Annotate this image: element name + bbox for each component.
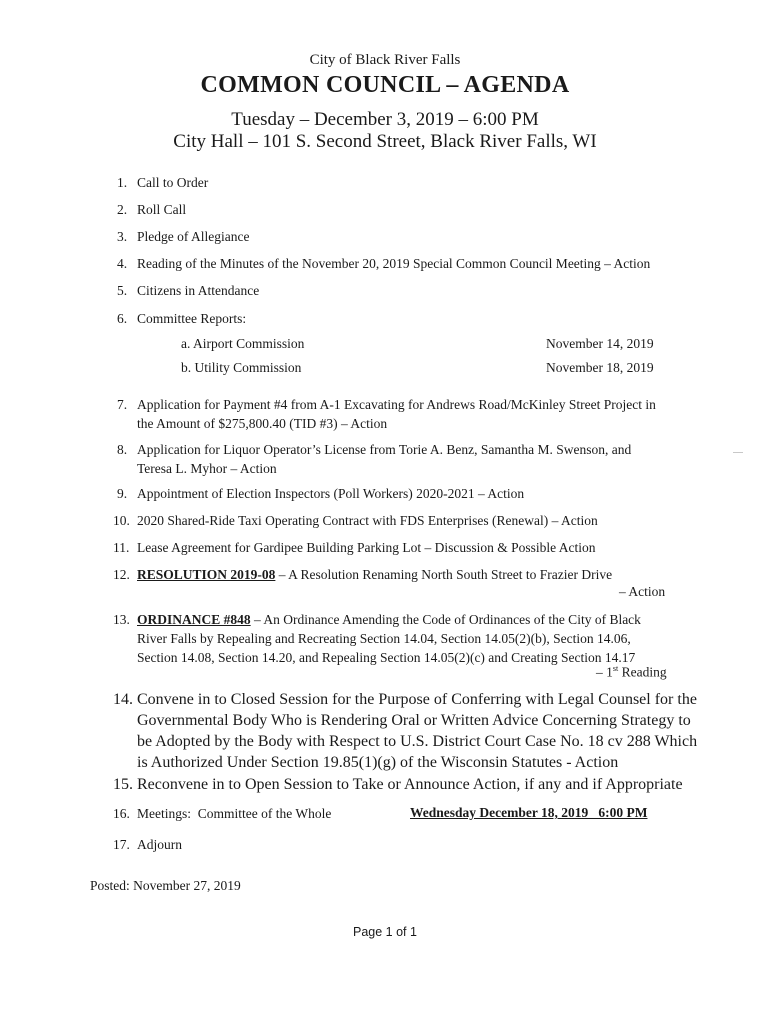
committee-airport-label: a. Airport Commission: [181, 336, 305, 351]
committee-utility-label: b. Utility Commission: [181, 360, 302, 375]
item-13-reading: – 1st Reading: [596, 664, 667, 680]
ordinance-label: ORDINANCE #848: [137, 612, 251, 627]
item-12-action: – Action: [619, 584, 666, 599]
page-title: COMMON COUNCIL – AGENDA: [200, 72, 570, 98]
meeting-location: City Hall – 101 S. Second Street, Black River Falls, WI: [173, 131, 597, 152]
resolution-label: RESOLUTION 2019-08: [137, 567, 276, 582]
committee-airport-date: November 14, 2019: [546, 336, 654, 351]
meeting-date-link: Wednesday December 18, 2019 6:00 PM: [410, 805, 648, 820]
page-number: Page 1 of 1: [353, 925, 417, 939]
posted-date: Posted: November 27, 2019: [90, 878, 241, 893]
margin-mark: [733, 452, 743, 453]
city-name: City of Black River Falls: [309, 52, 461, 68]
meeting-date: Tuesday – December 3, 2019 – 6:00 PM: [231, 109, 539, 130]
committee-utility-date: November 18, 2019: [546, 360, 654, 375]
